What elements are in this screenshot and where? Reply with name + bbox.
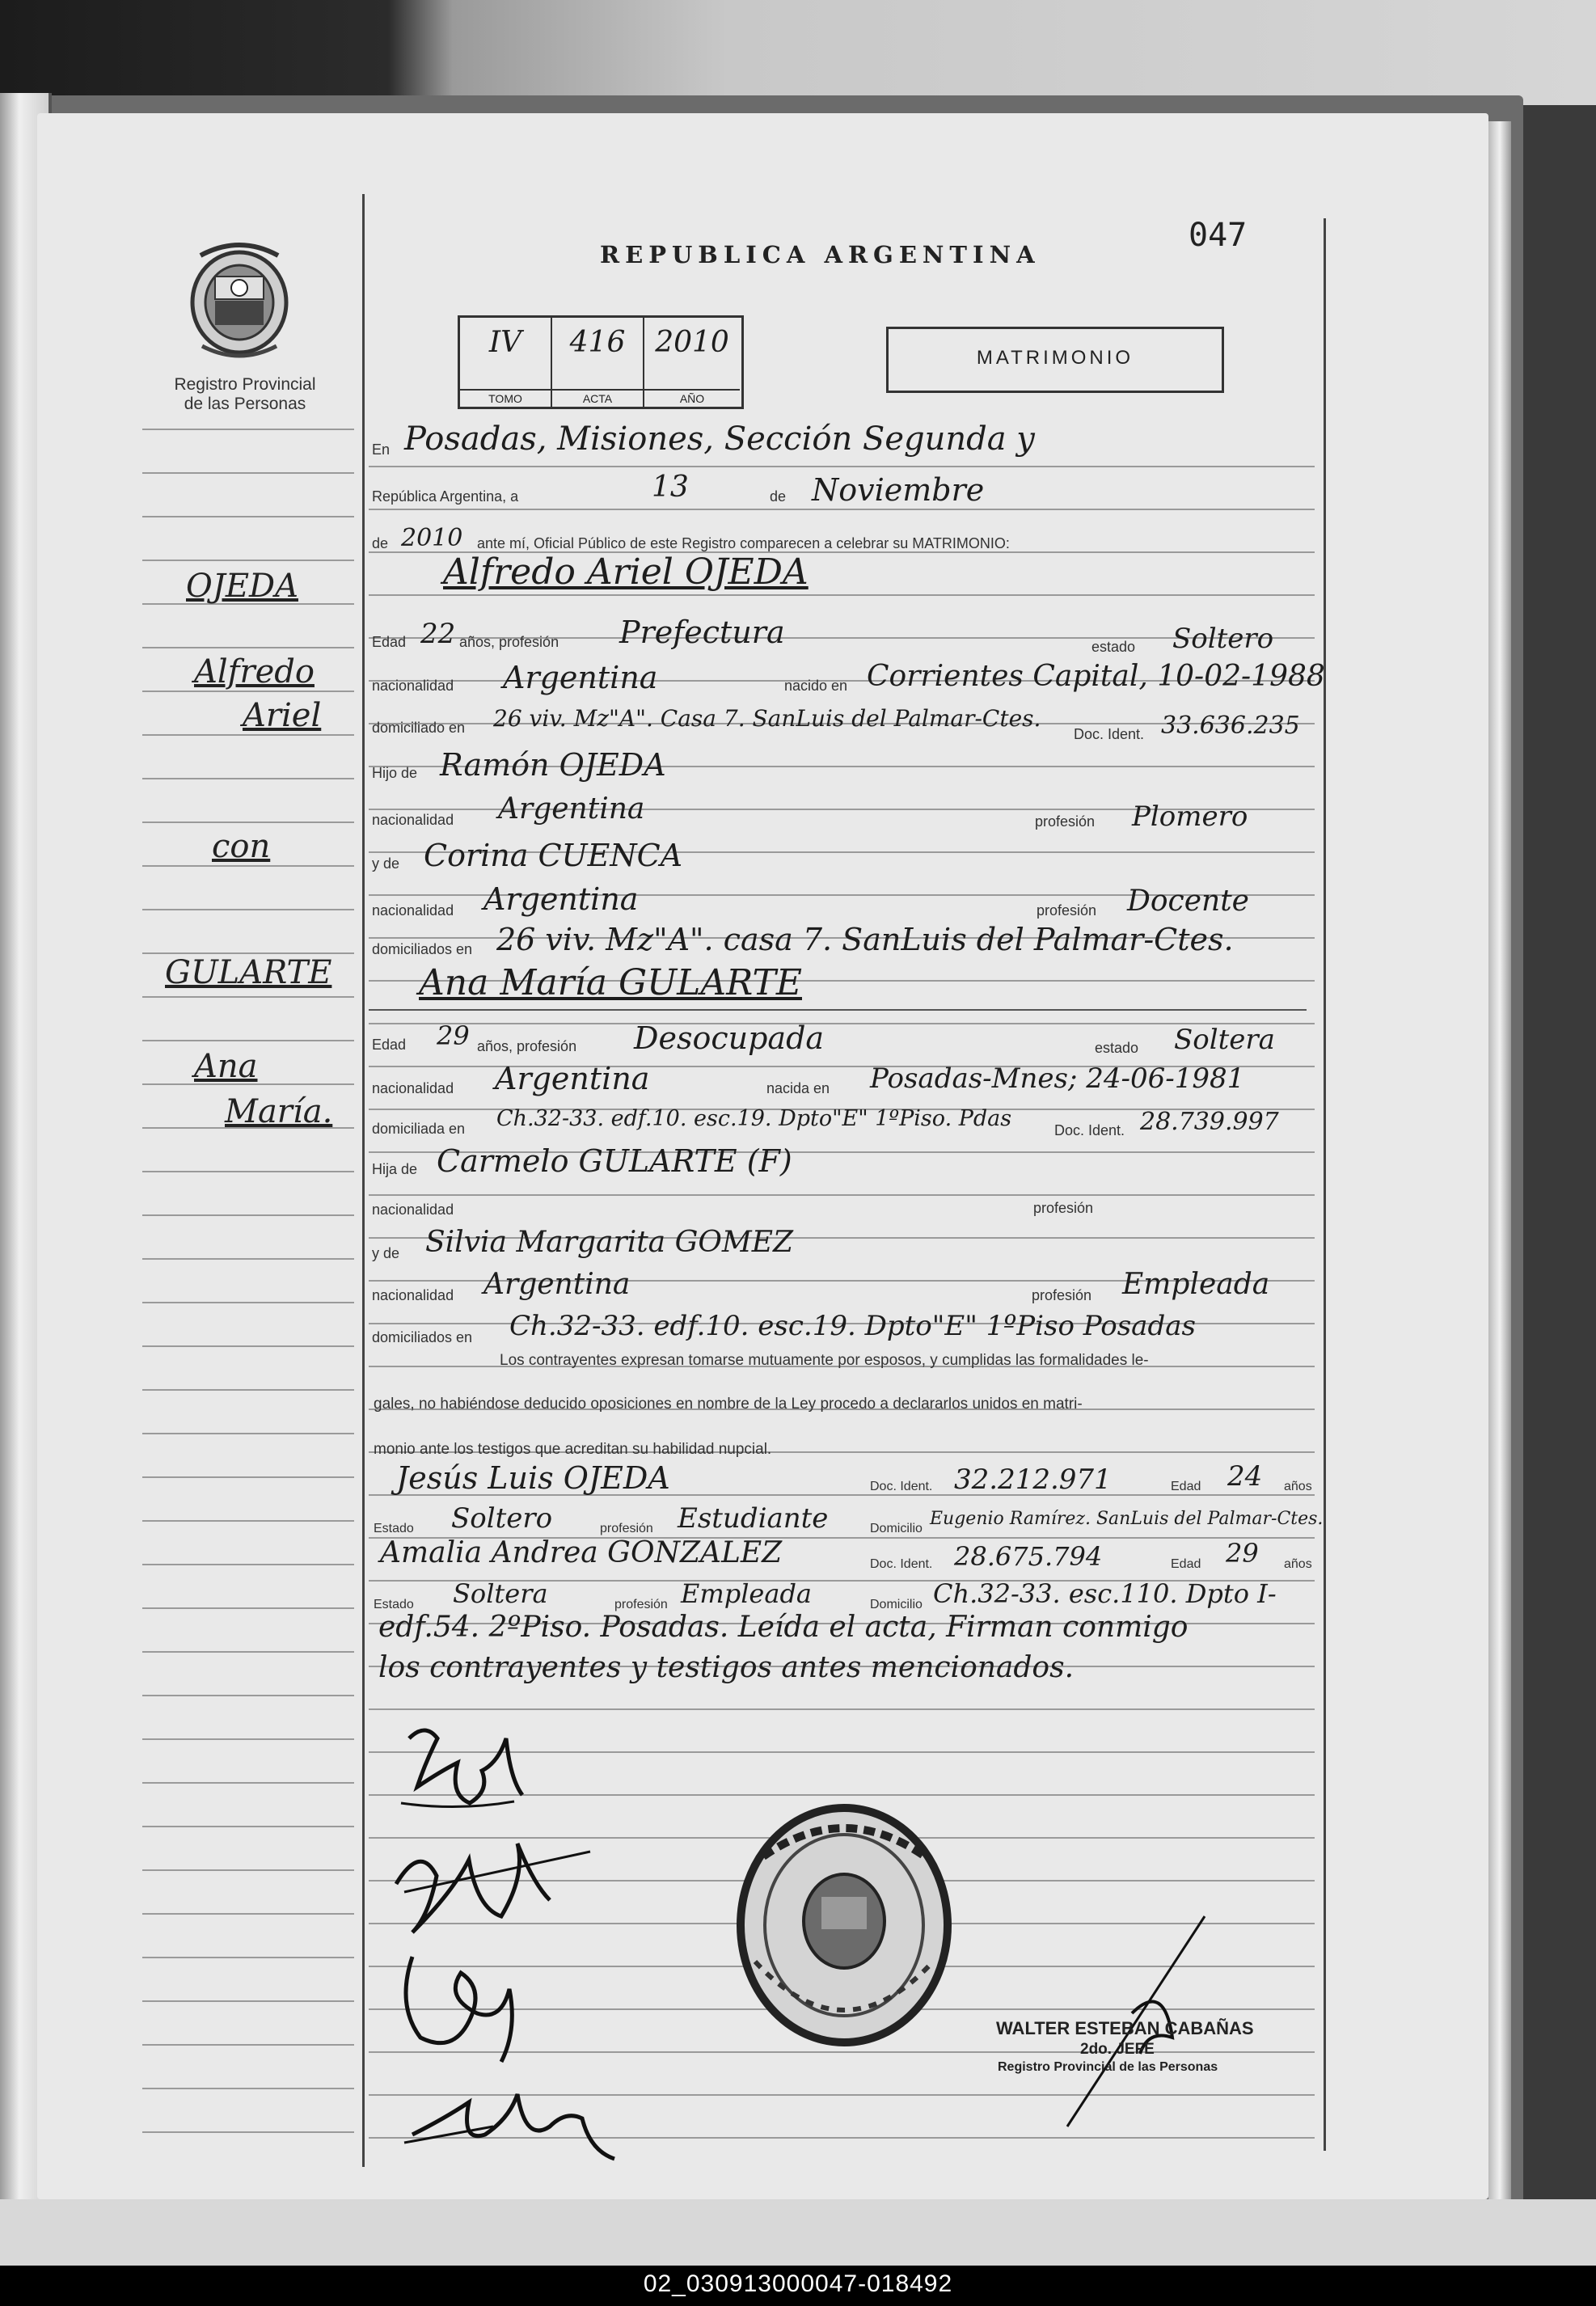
official-stamp bbox=[731, 1800, 957, 2050]
month-value: Noviembre bbox=[812, 472, 985, 508]
margin-rule-line bbox=[142, 1214, 354, 1216]
tomo-cell bbox=[460, 318, 552, 407]
signature-groom bbox=[393, 1714, 538, 1819]
margin-connector: con bbox=[212, 828, 271, 865]
place-value: Posadas, Misiones, Sección Segunda y bbox=[404, 420, 1035, 458]
witness1-civil-status: Soltero bbox=[451, 1502, 553, 1535]
coat-of-arms-icon bbox=[184, 239, 294, 361]
closing-line2: los contrayentes y testigos antes mencionados. bbox=[378, 1651, 1075, 1684]
witness2-profesion-label: profesión bbox=[614, 1598, 668, 1611]
margin-rule-line bbox=[142, 865, 354, 867]
bride-hija-label: Hija de bbox=[372, 1161, 418, 1177]
margin-rule-line bbox=[142, 429, 354, 430]
tomo-label: TOMO bbox=[460, 389, 551, 407]
groom-civil-status: Soltero bbox=[1172, 623, 1274, 655]
bride-domicilio-label: domiciliada en bbox=[372, 1121, 466, 1137]
groom-estado-label: estado bbox=[1091, 639, 1136, 655]
en-label: En bbox=[372, 441, 391, 458]
signature-witness2 bbox=[396, 2070, 639, 2167]
bride-mother-prof: Empleada bbox=[1122, 1268, 1270, 1301]
background-top bbox=[0, 0, 1596, 105]
margin-rule-line bbox=[142, 647, 354, 648]
margin-rule-line bbox=[142, 1345, 354, 1347]
witness1-name: Jesús Luis OJEDA bbox=[396, 1460, 670, 1496]
anio-label: AÑO bbox=[644, 389, 740, 407]
groom-hijo-label: Hijo de bbox=[372, 765, 418, 781]
margin-rule-line bbox=[142, 1607, 354, 1609]
witness2-age: 29 bbox=[1226, 1538, 1259, 1569]
main-rule-line bbox=[369, 466, 1315, 467]
intro-statement: ante mí, Oficial Público de este Registro comparecen a celebrar su MATRIMONIO: bbox=[477, 535, 1010, 551]
witness2-address: Ch.32-33. esc.110. Dpto I- bbox=[933, 1578, 1277, 1609]
witness1-domicilio-label: Domicilio bbox=[870, 1522, 923, 1535]
witness2-civil-status: Soltera bbox=[453, 1578, 548, 1609]
witness1-address: Eugenio Ramírez. SanLuis del Palmar-Ctes. bbox=[930, 1509, 1324, 1529]
margin-rule-line bbox=[142, 821, 354, 823]
republica-label: República Argentina, a bbox=[372, 488, 519, 505]
country-title: REPUBLICA ARGENTINA bbox=[600, 241, 1041, 268]
bride-parents-dom-label: domiciliados en bbox=[372, 1329, 473, 1345]
margin-bride-surname: GULARTE bbox=[165, 954, 332, 991]
tomo-value: IV bbox=[488, 326, 522, 359]
witness1-profession: Estudiante bbox=[678, 1502, 829, 1535]
groom-doc-label: Doc. Ident. bbox=[1074, 726, 1145, 742]
margin-rule-line bbox=[142, 2131, 354, 2133]
margin-rule-line bbox=[142, 996, 354, 998]
bride-profesion-label: años, profesión bbox=[477, 1038, 577, 1054]
groom-domicilio-label: domiciliado en bbox=[372, 720, 466, 736]
org-line2: de las Personas bbox=[184, 395, 306, 413]
acta-number: 047 bbox=[1189, 217, 1248, 254]
anio-value: 2010 bbox=[655, 326, 729, 359]
bride-mother: Silvia Margarita GOMEZ bbox=[425, 1226, 794, 1259]
groom-full-name: Alfredo Ariel OJEDA bbox=[443, 551, 809, 593]
groom-mother-nat-label: nacionalidad bbox=[372, 902, 454, 919]
witness2-anios-label: años bbox=[1284, 1557, 1312, 1571]
groom-nationality: Argentina bbox=[503, 660, 658, 695]
acta-label: ACTA bbox=[552, 389, 643, 407]
bride-parents-address: Ch.32-33. edf.10. esc.19. Dpto"E" 1ºPiso Posadas bbox=[509, 1310, 1196, 1342]
margin-rule-line bbox=[142, 2044, 354, 2046]
acta-value: 416 bbox=[569, 326, 626, 359]
margin-rule-line bbox=[142, 1826, 354, 1827]
official-name: WALTER ESTEBAN CABAÑAS bbox=[996, 2018, 1254, 2038]
margin-rule-line bbox=[142, 1651, 354, 1653]
margin-bride-given2: María. bbox=[225, 1093, 333, 1130]
margin-rule-line bbox=[142, 691, 354, 692]
bride-yde-label: y de bbox=[372, 1245, 400, 1261]
year-value: 2010 bbox=[401, 524, 463, 552]
groom-age: 22 bbox=[420, 618, 456, 650]
day-value: 13 bbox=[652, 471, 689, 504]
margin-rule-line bbox=[142, 1476, 354, 1478]
margin-rule-line bbox=[142, 1040, 354, 1041]
groom-father-prof: Plomero bbox=[1132, 800, 1248, 833]
groom-parents-dom-label: domiciliados en bbox=[372, 941, 473, 957]
margin-rule-line bbox=[142, 1957, 354, 1958]
margin-rule-line bbox=[142, 2088, 354, 2089]
groom-doc-number: 33.636.235 bbox=[1161, 712, 1300, 740]
margin-rule-line bbox=[142, 1302, 354, 1303]
witness1-anios-label: años bbox=[1284, 1480, 1312, 1493]
margin-rule-line bbox=[142, 1913, 354, 1915]
bride-mother-nat: Argentina bbox=[483, 1268, 631, 1301]
witness1-age: 24 bbox=[1227, 1460, 1263, 1493]
groom-father-nat: Argentina bbox=[498, 792, 645, 826]
witness2-doc-label: Doc. Ident. bbox=[870, 1557, 933, 1571]
margin-rule-line bbox=[142, 2000, 354, 2002]
groom-mother-prof-label: profesión bbox=[1037, 902, 1097, 919]
declaration-line1: Los contrayentes expresan tomarse mutuamente por esposos, y cumplidas las formalidades le- bbox=[500, 1352, 1149, 1369]
witness2-doc-number: 28.675.794 bbox=[954, 1541, 1103, 1572]
margin-groom-surname: OJEDA bbox=[186, 568, 298, 605]
margin-rule-line bbox=[142, 1782, 354, 1784]
official-title: 2do. JEFE bbox=[1080, 2041, 1155, 2058]
margin-bride-given1: Ana bbox=[194, 1048, 258, 1085]
signature-bride bbox=[372, 1827, 598, 1949]
main-rule-line bbox=[369, 1708, 1315, 1710]
bride-doc-number: 28.739.997 bbox=[1140, 1108, 1279, 1136]
margin-rule-line bbox=[142, 1258, 354, 1260]
right-border-line bbox=[1324, 218, 1326, 2151]
groom-profesion-label: años, profesión bbox=[459, 634, 559, 650]
margin-rule-line bbox=[142, 909, 354, 910]
margin-rule-line bbox=[142, 778, 354, 779]
de-label: de bbox=[770, 488, 787, 505]
groom-father: Ramón OJEDA bbox=[440, 747, 666, 783]
witness1-estado-label: Estado bbox=[374, 1522, 414, 1535]
groom-parents-address: 26 viv. Mz"A". casa 7. SanLuis del Palmar-Ctes. bbox=[496, 922, 1234, 957]
margin-rule-line bbox=[142, 1389, 354, 1391]
margin-rule-line bbox=[142, 1171, 354, 1172]
background-bottom bbox=[0, 2199, 1596, 2266]
witness2-edad-label: Edad bbox=[1171, 1557, 1201, 1571]
register-table bbox=[458, 315, 744, 409]
closing-line1: edf.54. 2ºPiso. Posadas. Leída el acta, Firman conmigo bbox=[378, 1611, 1189, 1644]
bride-age: 29 bbox=[437, 1020, 470, 1051]
witness2-profession: Empleada bbox=[681, 1578, 812, 1609]
de2-label: de bbox=[372, 535, 389, 551]
org-line1: Registro Provincial bbox=[174, 375, 316, 394]
bride-father-nat-label: nacionalidad bbox=[372, 1202, 454, 1218]
book-page-edge bbox=[1488, 121, 1511, 2199]
bride-edad-label: Edad bbox=[372, 1037, 407, 1053]
groom-address: 26 viv. Mz"A". Casa 7. SanLuis del Palmar-Ctes. bbox=[493, 705, 1041, 732]
bride-address: Ch.32-33. edf.10. esc.19. Dpto"E" 1ºPiso. Pdas bbox=[496, 1106, 1012, 1131]
margin-rule-line bbox=[142, 1433, 354, 1434]
witness1-edad-label: Edad bbox=[1171, 1480, 1201, 1493]
groom-nacionalidad-label: nacionalidad bbox=[372, 678, 454, 694]
record-type-label: MATRIMONIO bbox=[976, 347, 1134, 369]
signature-witness1 bbox=[380, 1941, 542, 2070]
margin-column-line bbox=[362, 194, 365, 2167]
witness1-doc-number: 32.212.971 bbox=[954, 1463, 1112, 1496]
margin-rule-line bbox=[142, 472, 354, 474]
margin-rule-line bbox=[142, 1869, 354, 1871]
anio-cell bbox=[644, 318, 740, 407]
margin-groom-given1: Alfredo bbox=[194, 653, 315, 691]
org-name bbox=[144, 375, 346, 414]
acta-cell bbox=[552, 318, 644, 407]
groom-mother-nat: Argentina bbox=[483, 881, 639, 917]
groom-edad-label: Edad bbox=[372, 634, 407, 650]
official-office: Registro Provincial de las Personas bbox=[998, 2060, 1218, 2074]
groom-nacido-label: nacido en bbox=[784, 678, 848, 694]
bride-nacionalidad-label: nacionalidad bbox=[372, 1080, 454, 1096]
witness1-profesion-label: profesión bbox=[600, 1522, 653, 1535]
margin-rule-line bbox=[142, 734, 354, 736]
main-rule-line bbox=[369, 1194, 1315, 1196]
margin-rule-line bbox=[142, 1738, 354, 1740]
footer-file-id: 02_030913000047-018492 bbox=[643, 2270, 953, 2297]
main-rule-line bbox=[369, 594, 1315, 596]
witness1-doc-label: Doc. Ident. bbox=[870, 1480, 933, 1493]
bride-nacida-label: nacida en bbox=[766, 1080, 830, 1096]
bride-estado-label: estado bbox=[1095, 1040, 1139, 1056]
witness2-domicilio-label: Domicilio bbox=[870, 1598, 923, 1611]
witness2-estado-label: Estado bbox=[374, 1598, 414, 1611]
declaration-line2: gales, no habiéndose deducido oposiciones en nombre de la Ley procedo a declararlos unidos en matri- bbox=[374, 1396, 1083, 1413]
margin-rule-line bbox=[142, 1520, 354, 1522]
declaration-line3: monio ante los testigos que acreditan su habilidad nupcial. bbox=[374, 1441, 772, 1458]
groom-father-nat-label: nacionalidad bbox=[372, 812, 454, 828]
groom-mother-prof: Docente bbox=[1127, 885, 1249, 918]
groom-father-prof-label: profesión bbox=[1035, 813, 1096, 830]
bride-mother-prof-label: profesión bbox=[1032, 1287, 1092, 1303]
bride-civil-status: Soltera bbox=[1174, 1024, 1275, 1056]
margin-rule-line bbox=[142, 1564, 354, 1565]
bride-nationality: Argentina bbox=[495, 1061, 650, 1096]
margin-groom-given2: Ariel bbox=[243, 697, 322, 734]
bride-name-rule bbox=[369, 1009, 1307, 1011]
witness2-name: Amalia Andrea GONZALEZ bbox=[380, 1536, 783, 1569]
bride-full-name: Ana María GULARTE bbox=[419, 962, 802, 1003]
margin-rule-line bbox=[142, 1695, 354, 1696]
main-rule-line bbox=[369, 1023, 1315, 1024]
bride-mother-nat-label: nacionalidad bbox=[372, 1287, 454, 1303]
record-type-box bbox=[886, 327, 1224, 393]
bride-father-prof-label: profesión bbox=[1033, 1200, 1094, 1216]
bride-doc-label: Doc. Ident. bbox=[1054, 1122, 1125, 1138]
margin-rule-line bbox=[142, 516, 354, 517]
bride-profession: Desocupada bbox=[634, 1020, 825, 1056]
groom-profession: Prefectura bbox=[619, 615, 785, 650]
groom-birth: Corrientes Capital, 10-02-1988 bbox=[867, 660, 1325, 693]
bride-father: Carmelo GULARTE (F) bbox=[437, 1143, 792, 1179]
main-rule-line bbox=[369, 509, 1315, 510]
groom-mother: Corina CUENCA bbox=[424, 838, 683, 873]
bride-birth: Posadas-Mnes; 24-06-1981 bbox=[870, 1062, 1245, 1095]
groom-yde-label: y de bbox=[372, 855, 400, 872]
margin-rule-line bbox=[142, 560, 354, 561]
